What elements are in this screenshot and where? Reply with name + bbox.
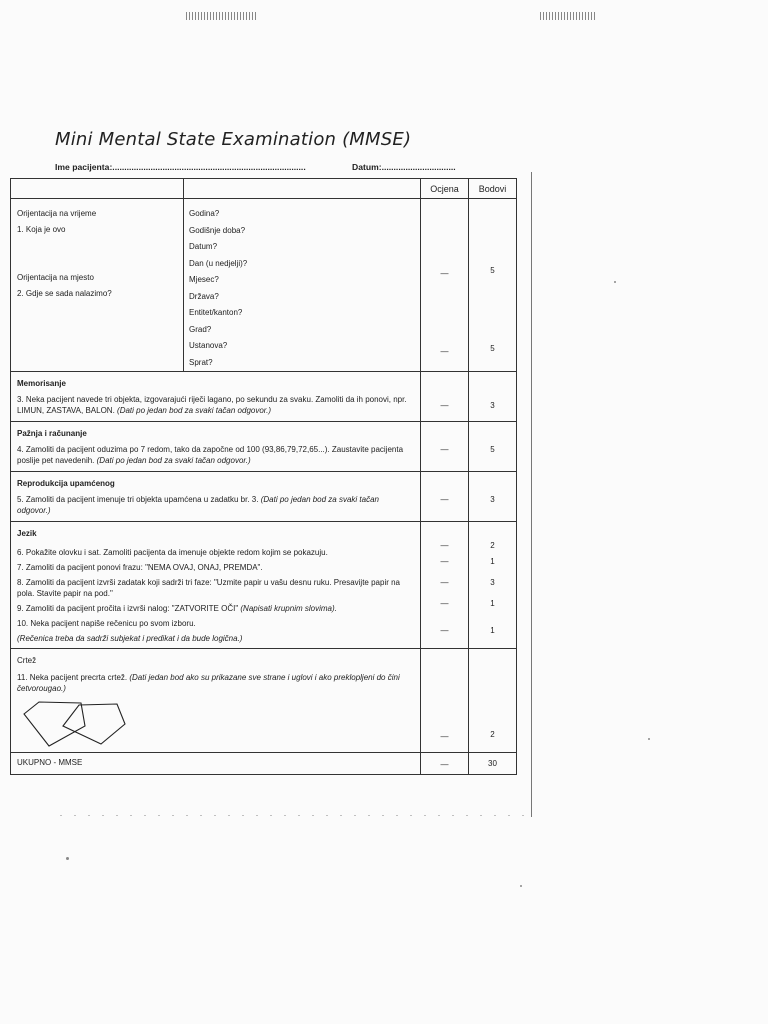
scan-dotted-line [60, 815, 532, 816]
language-title: Jezik [17, 529, 37, 538]
points-value: 3 [490, 495, 495, 504]
header-cell-empty [184, 179, 421, 199]
orientation-score [421, 199, 469, 372]
memory-note: (Dati po jedan bod za svaki tačan odgovor.) [117, 406, 272, 415]
score-blank: — [440, 578, 449, 587]
attention-note: (Dati po jedan bod za svaki tačan odgovor.) [96, 456, 251, 465]
pentagons-figure [21, 700, 127, 748]
drawing-title: Crtež [17, 656, 37, 665]
recall-title: Reprodukcija upamćenog [17, 479, 115, 488]
scan-speck [520, 885, 522, 887]
drawing-row [11, 649, 517, 753]
language-item-9-note: (Napisati krupnim slovima). [240, 604, 337, 613]
language-row [11, 522, 517, 649]
drawing-points [469, 649, 517, 753]
points-value: 3 [490, 578, 495, 587]
memory-title: Memorisanje [17, 379, 66, 388]
orientation-time-question: 1. Koja je ovo [17, 225, 66, 234]
score-blank: — [440, 626, 449, 635]
total-label: UKUPNO - MMSE [17, 758, 83, 767]
header-points: Bodovi [469, 179, 517, 199]
total-points [469, 753, 517, 775]
language-item-6: 6. Pokažite olovku i sat. Zamoliti pacijenta da imenuje objekte redom kojim se pokazuju. [17, 548, 328, 557]
memory-score [421, 372, 469, 422]
question-item: Datum? [189, 242, 218, 251]
orientation-row [11, 199, 517, 372]
points-value: 3 [490, 401, 495, 410]
points-value: 2 [490, 541, 495, 550]
orientation-time-title: Orijentacija na vrijeme [17, 209, 97, 218]
points-value: 1 [490, 626, 495, 635]
total-score [421, 753, 469, 775]
language-points [469, 522, 517, 649]
date-field: Datum:............................... [352, 162, 456, 172]
page-edge-line [531, 172, 532, 817]
score-blank: — [440, 557, 449, 566]
recall-row [11, 472, 517, 522]
orientation-questions [184, 199, 421, 372]
scan-speck [648, 738, 650, 740]
orientation-labels [11, 199, 184, 372]
drawing-text: 11. Neka pacijent precrta crtež. [17, 673, 128, 682]
points-value: 1 [490, 599, 495, 608]
language-score [421, 522, 469, 649]
points-value: 5 [490, 344, 495, 353]
recall-note: (Dati po jedan bod za svaki tačan odgovor.) [17, 495, 379, 515]
header-score: Ocjena [421, 179, 469, 199]
language-cell [11, 522, 421, 649]
patient-name-field: Ime pacijenta:................................................................................. [55, 162, 306, 172]
memory-points [469, 372, 517, 422]
drawing-cell [11, 649, 421, 753]
header-row [11, 179, 517, 199]
score-blank: — [440, 760, 449, 769]
attention-row [11, 422, 517, 472]
score-blank: — [440, 445, 449, 454]
question-item: Sprat? [189, 357, 213, 367]
recall-score [421, 472, 469, 522]
attention-score [421, 422, 469, 472]
recall-points [469, 472, 517, 522]
language-item-9: 9. Zamoliti da pacijent pročita i izvrši nalog: "ZATVORITE OČI" [17, 604, 239, 613]
points-value: 2 [490, 730, 495, 739]
points-value: 1 [490, 557, 495, 566]
page-title: Mini Mental State Examination (MMSE) [55, 129, 412, 150]
memory-row [11, 372, 517, 422]
question-item: Dan (u nedjelji)? [189, 258, 248, 268]
language-item-8: 8. Zamoliti da pacijent izvrši zadatak koji sadrži tri faze: "Uzmite papir u vašu desnu ruku. Presavijte papir na pola. Stavite papir na pod." [17, 578, 401, 598]
language-item-7: 7. Zamoliti da pacijent ponovi frazu: "NEMA OVAJ, ONAJ, PREMDA". [17, 563, 263, 572]
points-value: 5 [490, 266, 495, 275]
question-item: Mjesec? [189, 275, 219, 284]
memory-cell [11, 372, 421, 422]
question-item: Ustanova? [189, 341, 228, 350]
scan-artifact [186, 12, 256, 20]
scan-speck [66, 857, 69, 860]
drawing-note: (Dati jedan bod ako su prikazane sve strane i uglovi i ako preklopljeni do čini četvorougao.) [17, 673, 400, 693]
points-value: 30 [488, 759, 497, 768]
score-blank: — [440, 347, 449, 356]
language-item-10: 10. Neka pacijent napiše rečenicu po svom izboru. [17, 619, 196, 628]
attention-title: Pažnja i računanje [17, 429, 87, 438]
language-item-10-note: (Rečenica treba da sadrži subjekat i predikat i da bude logična.) [17, 634, 243, 643]
question-item: Grad? [189, 324, 212, 334]
drawing-score [421, 649, 469, 753]
score-blank: — [440, 541, 449, 550]
attention-points [469, 422, 517, 472]
score-blank: — [440, 599, 449, 608]
orientation-place-title: Orijentacija na mjesto [17, 273, 94, 282]
total-label-cell [11, 753, 421, 775]
score-blank: — [440, 269, 449, 278]
orientation-points [469, 199, 517, 372]
orientation-place-question: 2. Gdje se sada nalazimo? [17, 289, 112, 298]
question-item: Godišnje doba? [189, 225, 246, 235]
memory-text: 3. Neka pacijent navede tri objekta, izgovarajući riječi lagano, po sekundu za svaku. Zamoliti da ih ponovi, npr. LIMUN, ZASTAVA, BALON. [17, 395, 407, 415]
total-row [11, 753, 517, 775]
score-blank: — [440, 732, 449, 741]
mmse-table [10, 178, 517, 775]
score-blank: — [440, 495, 449, 504]
question-item: Entitet/kanton? [189, 308, 243, 317]
question-item: Država? [189, 291, 219, 301]
points-value: 5 [490, 445, 495, 454]
recall-text: 5. Zamoliti da pacijent imenuje tri objekta upamćena u zadatku br. 3. [17, 495, 259, 504]
recall-cell [11, 472, 421, 522]
question-item: Godina? [189, 209, 220, 218]
header-cell-empty [11, 179, 184, 199]
scan-speck [614, 281, 616, 283]
attention-text: 4. Zamoliti da pacijent oduzima po 7 redom, tako da započne od 100 (93,86,79,72,65...). Zaustavite pacijenta poslije pet navedenih. [17, 445, 404, 465]
scan-artifact [540, 12, 595, 20]
score-blank: — [440, 401, 449, 410]
attention-cell [11, 422, 421, 472]
